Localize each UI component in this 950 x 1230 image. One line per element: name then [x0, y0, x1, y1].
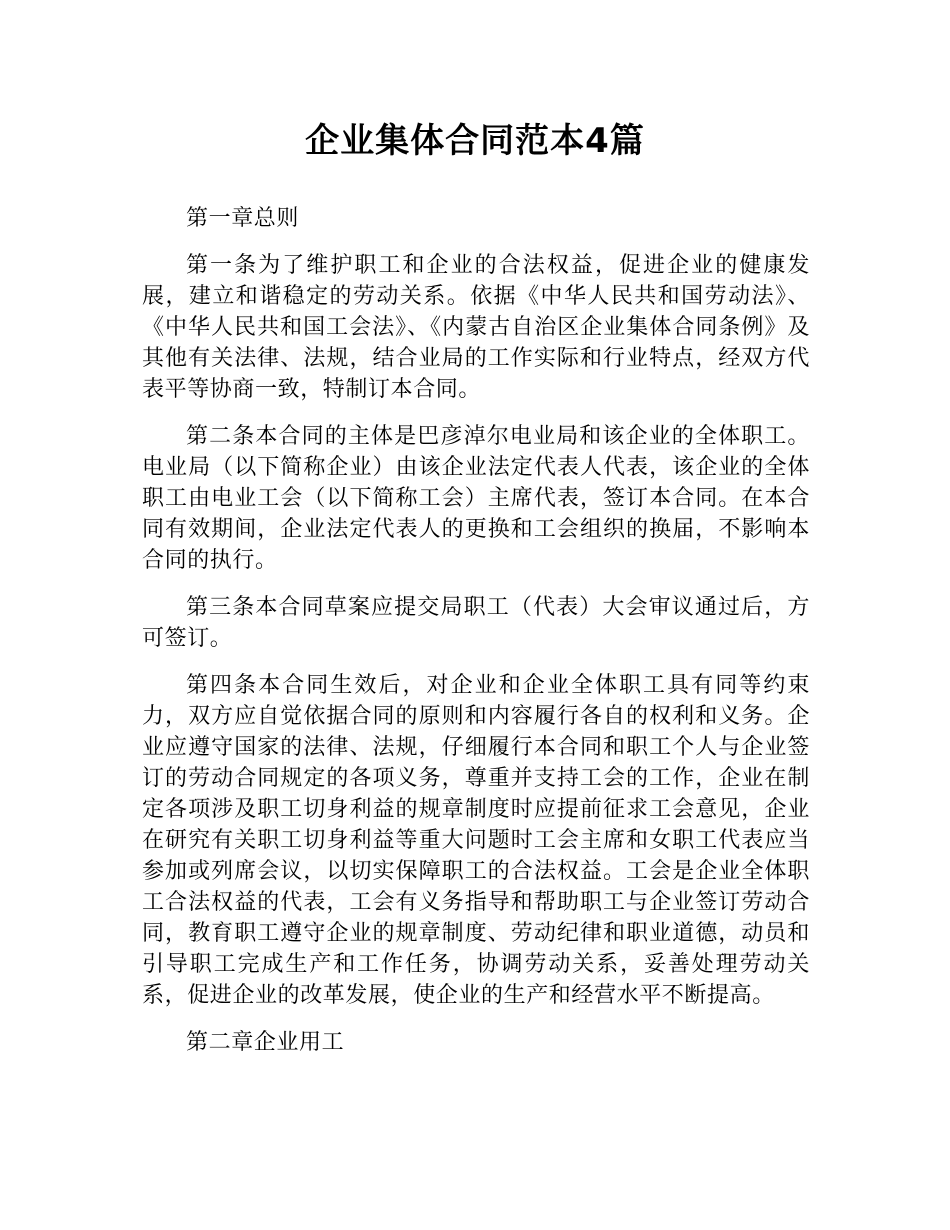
- chapter-heading-employment: 第二章企业用工: [186, 1030, 345, 1055]
- article-1-paragraph: 第一条为了维护职工和企业的合法权益，促进企业的健康发展，建立和谐稳定的劳动关系。依据《中华人民共和国劳动法》、《中华人民共和国工会法》、《内蒙古自治区企业集体合同条例》及其他有关法律、法规，结合业局的工作实际和行业特点，经双方代表平等协商一致，特制订本合同。: [142, 253, 810, 402]
- document-title: 企业集体合同范本4篇: [305, 121, 645, 161]
- chapter-heading-general: 第一章总则: [186, 206, 300, 231]
- article-2-paragraph: 第二条本合同的主体是巴彦淖尔电业局和该企业的全体职工。电业局（以下简称企业）由该企业法定代表人代表，该企业的全体职工由电业工会（以下简称工会）主席代表，签订本合同。在本合同有效期间，企业法定代表人的更换和工会组织的换届，不影响本合同的执行。: [142, 424, 810, 573]
- document-body: [142, 203, 810, 1074]
- article-3-paragraph: 第三条本合同草案应提交局职工（代表）大会审议通过后，方可签订。: [142, 595, 810, 651]
- article-4-paragraph: 第四条本合同生效后，对企业和企业全体职工具有同等约束力，双方应自觉依据合同的原则和内容履行各自的权利和义务。企业应遵守国家的法律、法规，仔细履行本合同和职工个人与企业签订的劳动合同规定的各项义务，尊重并支持工会的工作，企业在制定各项涉及职工切身利益的规章制度时应提前征求工会意见，企业在研究有关职工切身利益等重大问题时工会主席和女职工代表应当参加或列席会议，以切实保障职工的合法权益。工会是企业全体职工合法权益的代表，工会有义务指导和帮助职工与企业签订劳动合同，教育职工遵守企业的规章制度、劳动纪律和职业道德，动员和引导职工完成生产和工作任务，协调劳动关系，妥善处理劳动关系，促进企业的改革发展，使企业的生产和经营水平不断提高。: [142, 673, 810, 1008]
